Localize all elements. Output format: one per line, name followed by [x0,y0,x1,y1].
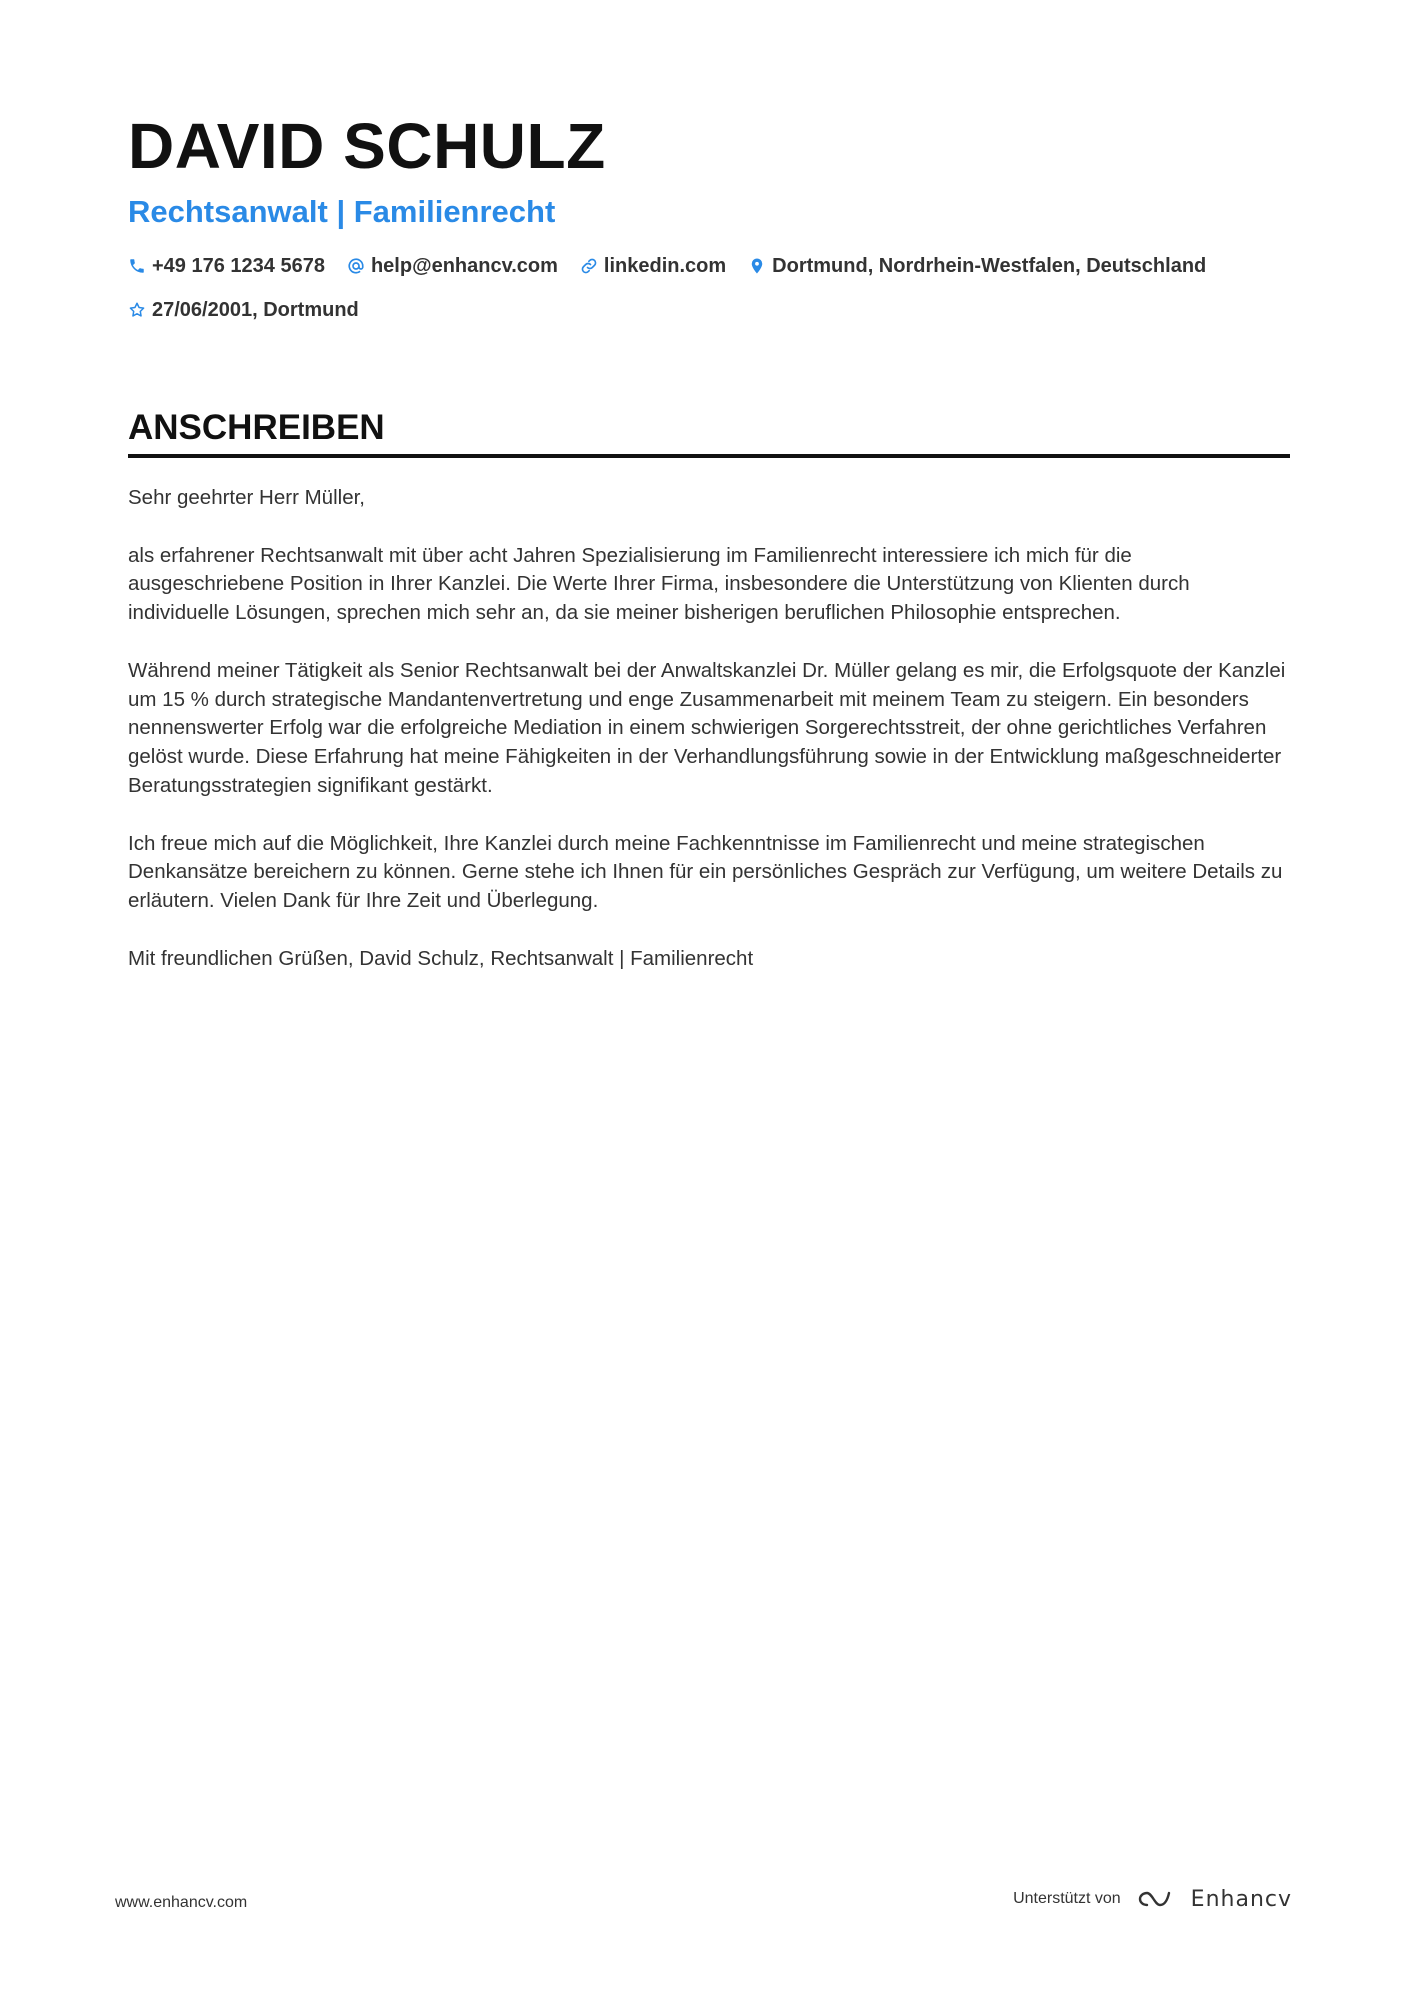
letter-paragraph: Ich freue mich auf die Möglichkeit, Ihre Kanzlei durch meine Fachkenntnisse im Familienrecht und meine strategischen Denkansätze bereichern zu können. Gerne stehe ich Ihnen für ein persönliches Gespräch zur Verfügung, um weitere Details zu erläutern. Vielen Dank für Ihre Zeit und Überlegung. [128,831,1283,913]
at-icon [347,257,365,275]
link-icon [580,257,598,275]
salutation: Sehr geehrter Herr Müller, [128,486,365,509]
closing: Mit freundlichen Grüßen, David Schulz, Rechtsanwalt | Familienrecht [128,946,754,970]
cover-letter-section [128,406,1290,1002]
birth-text: 27/06/2001, Dortmund [152,299,359,321]
footer-website[interactable]: www.enhancv.com [115,1894,248,1911]
contact-birth [128,294,359,326]
location-text: Dortmund, Nordrhein-Westfalen, Deutschland [772,255,1207,277]
brand[interactable] [1133,1886,1292,1912]
contact-list [128,250,1290,326]
letter-body [128,484,1290,974]
enhancv-logo-icon [1133,1886,1179,1912]
candidate-name: DAVID SCHULZ [128,110,606,182]
contact-linkedin[interactable] [580,250,726,282]
star-icon [128,301,146,319]
header [128,108,1290,326]
email-text: help@enhancv.com [370,255,558,277]
contact-phone[interactable] [128,250,325,282]
phone-text: +49 176 1234 5678 [152,255,325,277]
brand-name: Enhancv [1190,1886,1292,1912]
letter-paragraph: als erfahrener Rechtsanwalt mit über acht Jahren Spezialisierung im Familienrecht interessiere ich mich für die ausgeschriebene Position in Ihrer Kanzlei. Die Werte Ihrer Firma, insbesondere die Unterstützung von Klienten durch individuelle Lösungen, sprechen mich sehr an, da sie meiner bisherigen beruflichen Philosophie entsprechen. [128,543,1190,625]
section-title: ANSCHREIBEN [128,406,1290,458]
location-pin-icon [748,257,766,275]
footer-powered-by [1013,1886,1292,1912]
linkedin-text: linkedin.com [603,255,727,277]
letter-paragraph: Während meiner Tätigkeit als Senior Rechtsanwalt bei der Anwaltskanzlei Dr. Müller gelang es mir, die Erfolgsquote der Kanzlei um 15 % durch strategische Mandantenvertretung und enge Zusammenarbeit mit meinem Team zu steigern. Ein besonders nennenswerter Erfolg war die erfolgreiche Mediation in einem schwierigen Sorgerechtsstreit, der ohne gerichtliches Verfahren gelöst wurde. Diese Erfahrung hat meine Fähigkeiten in der Verhandlungsführung sowie in der Entwicklung maßgeschneiderter Beratungsstrategien signifikant gestärkt. [128,658,1286,797]
powered-by-label: Unterstützt von [1013,1890,1121,1907]
phone-icon [128,257,146,275]
contact-location [748,250,1206,282]
job-title: Rechtsanwalt | Familienrecht [128,194,556,229]
contact-email[interactable] [347,250,558,282]
